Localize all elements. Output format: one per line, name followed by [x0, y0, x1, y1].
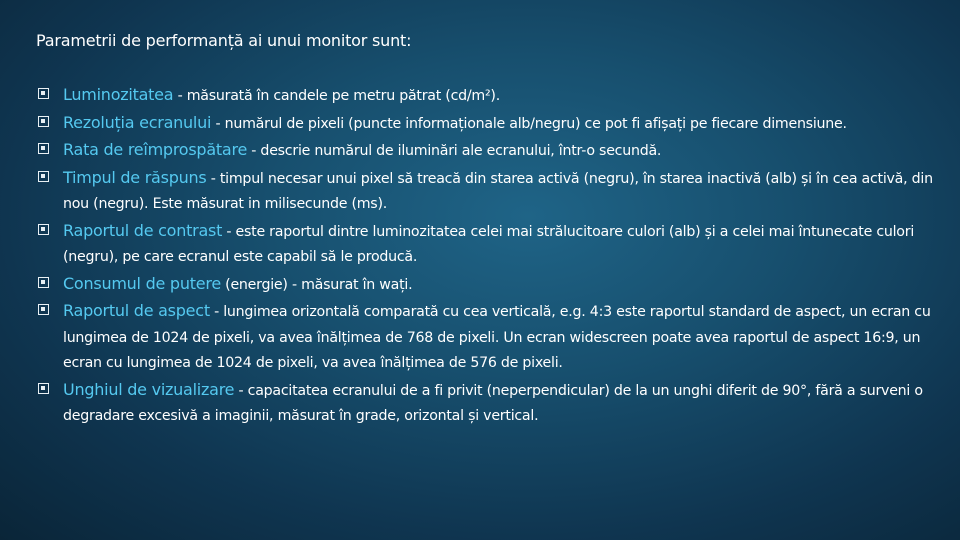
item-term: Consumul de putere	[63, 273, 221, 293]
checkbox-bullet-icon	[38, 304, 49, 315]
item-text: - timpul necesar unui pixel să treacă din starea activă (negru), în starea inactivă (alb) și în cea activă, din nou (negru). Este măsurat in milisecunde (ms).	[63, 170, 933, 212]
list-item	[38, 298, 938, 377]
item-text: - descrie numărul de iluminări ale ecranului, într-o secundă.	[247, 143, 662, 159]
list-item	[38, 218, 938, 271]
list-item	[38, 137, 938, 165]
checkbox-bullet-icon	[38, 383, 49, 394]
slide-heading: Parametrii de performanță ai unui monitor sunt:	[36, 31, 412, 50]
item-text: - lungimea orizontală comparată cu cea verticală, e.g. 4:3 este raportul standard de aspect, un ecran cu lungimea de 1024 de pixeli, va avea înălțimea de 768 de pixeli. Un ecran widescreen poate avea raportul de aspect 16:9, un ecran cu lungimea de 1024 de pixeli, va avea înălțimea de 576 de pixeli.	[63, 304, 931, 371]
checkbox-bullet-icon	[38, 171, 49, 182]
item-term: Raportul de aspect	[63, 301, 210, 320]
list-item	[38, 165, 938, 218]
parameter-list	[38, 82, 938, 430]
item-term: Luminozitatea	[63, 85, 174, 104]
checkbox-bullet-icon	[38, 116, 49, 127]
list-item	[38, 377, 938, 430]
item-text: - capacitatea ecranului de a fi privit (neperpendicular) de la un unghi diferit de 90°, fără a surveni o degradare excesivă a imaginii, măsurat în grade, orizontal și vertical.	[63, 382, 923, 424]
item-text: - măsurată în candele pe metru pătrat (cd/m²).	[173, 88, 500, 104]
checkbox-bullet-icon	[38, 277, 49, 288]
list-item	[38, 271, 938, 299]
checkbox-bullet-icon	[38, 88, 49, 99]
list-item	[38, 82, 938, 110]
item-text: - este raportul dintre luminozitatea celei mai strălucitoare culori (alb) și a celei mai întunecate culori (negru), pe care ecranul este capabil să le producă.	[63, 223, 915, 265]
item-term: Unghiul de vizualizare	[63, 379, 235, 399]
item-term: Raportul de contrast	[63, 220, 223, 240]
checkbox-bullet-icon	[38, 143, 49, 154]
checkbox-bullet-icon	[38, 224, 49, 235]
item-term: Rata de reîmprospătare	[63, 140, 248, 159]
item-term: Rezoluția ecranului	[63, 112, 212, 132]
item-term: Timpul de răspuns	[63, 167, 207, 187]
item-text: - numărul de pixeli (puncte informaționale alb/negru) ce pot fi afișați pe fiecare dimensiune.	[211, 115, 847, 132]
item-text: (energie) - măsurat în wați.	[220, 276, 413, 293]
list-item	[38, 110, 938, 138]
